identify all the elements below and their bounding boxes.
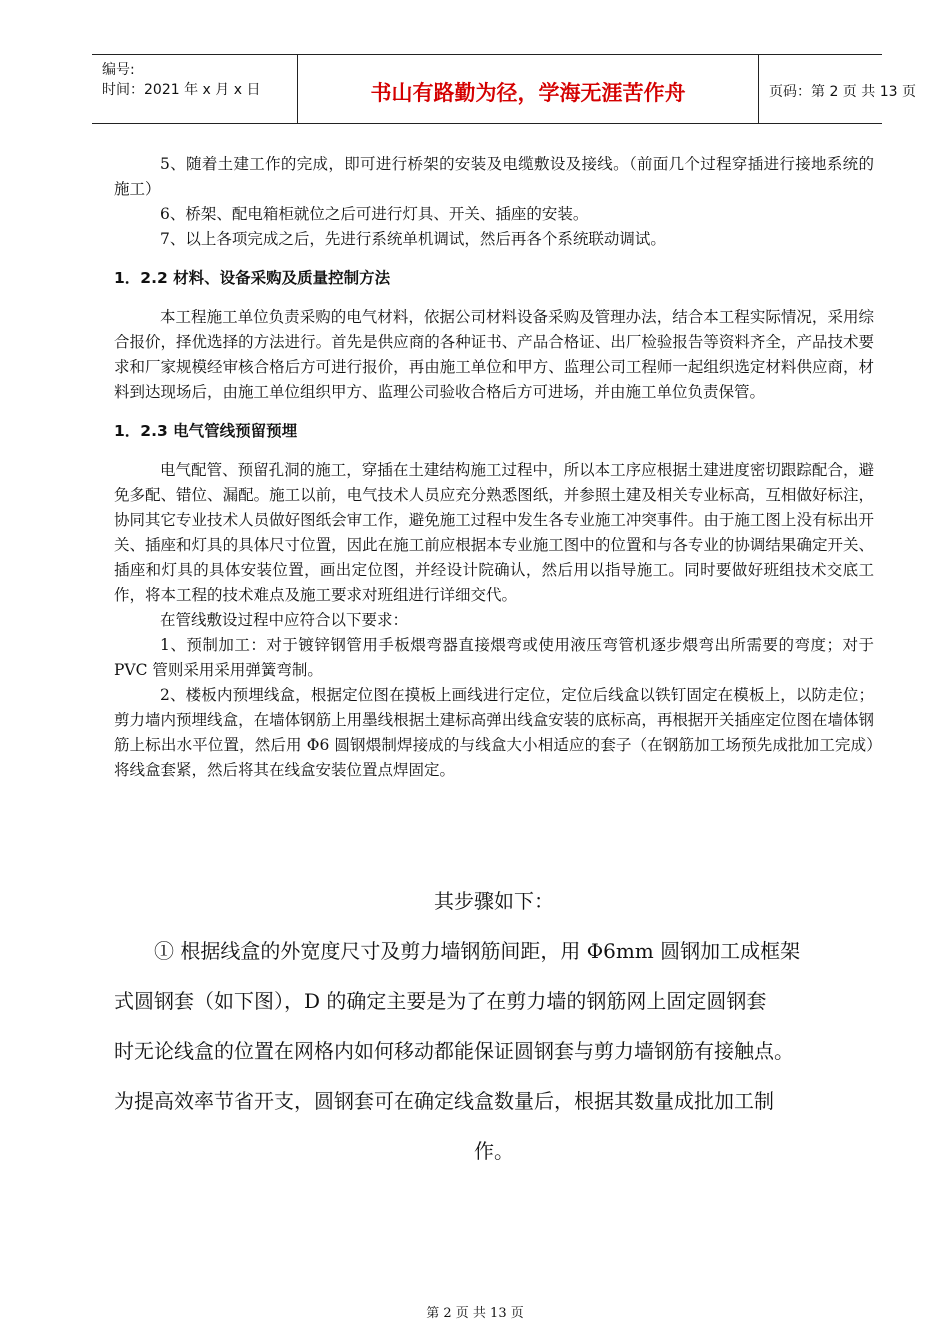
header-motto-cell — [298, 55, 759, 123]
step-line-4: 为提高效率节省开支，圆钢套可在确定线盒数量后，根据其数量成批加工制 — [114, 1089, 774, 1113]
paragraph-junction-box: 2、楼板内预埋线盒，根据定位图在摸板上画线进行定位，定位后线盒以铁钉固定在模板上，以防走位；剪力墙内预埋线盒，在墙体钢筋上用墨线根据土建标高弹出线盒安装的底标高，再根据开关插座定位图在墙体钢筋上标出水平位置，然后用 Φ6 圆钢煨制焊接成的与线盒大小相适应的套子（在钢筋加工场预先成批加工完成）将线盒套紧，然后将其在线盒安装位置点焊固定。 — [114, 686, 874, 779]
paragraph-requirements-lead: 在管线敷设过程中应符合以下要求： — [160, 611, 409, 629]
steps-heading: 其步骤如下： — [434, 889, 554, 913]
step-line-2: 式圆钢套（如下图），D 的确定主要是为了在剪力墙的钢筋网上固定圆钢套 — [114, 989, 767, 1013]
section-heading-1-2-2: 1．2.2 材料、设备采购及质量控制方法 — [114, 269, 391, 287]
paragraph-item-7: 7、以上各项完成之后，先进行系统单机调试，然后再各个系统联动调试。 — [160, 230, 666, 248]
header-page-cell — [759, 55, 916, 123]
section-heading-1-2-3: 1．2.3 电气管线预留预埋 — [114, 422, 298, 440]
header-page-number: 页码：第 2 页 共 13 页 — [769, 84, 916, 100]
paragraph-item-6: 6、桥架、配电箱柜就位之后可进行灯具、开关、插座的安装。 — [160, 205, 589, 223]
doc-time-label: 时间：2021 年 x 月 x 日 — [102, 82, 261, 98]
page-footer: 第 2 页 共 13 页 — [426, 1306, 524, 1321]
paragraph-procurement: 本工程施工单位负责采购的电气材料，依据公司材料设备采购及管理办法，结合本工程实际情况，采用综合报价，择优选择的方法进行。首先是供应商的各种证书、产品合格证、出厂检验报告等资料齐全，产品技术要求和厂家规模经审核合格后方可进行报价，再由施工单位和甲方、监理公司工程师一起组织选定材料供应商，材料到达现场后，由施工单位组织甲方、监理公司验收合格后方可进场，并由施工单位负责保管。 — [114, 308, 874, 401]
document-body — [114, 152, 874, 783]
paragraph-conduit-intro: 电气配管、预留孔洞的施工，穿插在土建结构施工过程中，所以本工序应根据土建进度密切跟踪配合，避免多配、错位、漏配。施工以前，电气技术人员应充分熟悉图纸，并参照土建及相关专业标高，互相做好标注，协同其它专业技术人员做好图纸会审工作，避免施工过程中发生各专业施工冲突事件。由于施工图上没有标出开关、插座和灯具的具体尺寸位置，因此在施工前应根据本专业施工图中的位置和与各专业的协调结果确定开关、插座和灯具的具体安装位置，画出定位图，并经设计院确认，然后用以指导施工。同时要做好班组技术交底工作，将本工程的技术难点及施工要求对班组进行详细交代。 — [114, 461, 874, 604]
step-line-5: 作。 — [474, 1139, 514, 1163]
motto-text: 书山有路勤为径，学海无涯苦作舟 — [370, 81, 686, 105]
doc-number-label: 编号: — [102, 62, 135, 78]
page-header — [92, 54, 916, 124]
paragraph-prefab: 1、预制加工：对于镀锌钢管用手板煨弯器直接煨弯或使用液压弯管机逐步煨弯出所需要的弯度；对于 PVC 管则采用采用弹簧弯制。 — [114, 636, 874, 679]
paragraph-item-5: 5、随着土建工作的完成，即可进行桥架的安装及电缆敷设及接线。（前面几个过程穿插进行接地系统的施工） — [114, 155, 874, 198]
step-line-1: ① 根据线盒的外宽度尺寸及剪力墙钢筋间距，用 Φ6mm 圆钢加工成框架 — [154, 939, 801, 963]
header-info-cell — [92, 55, 298, 123]
step-line-3: 时无论线盒的位置在网格内如何移动都能保证圆钢套与剪力墙钢筋有接触点。 — [114, 1039, 794, 1063]
